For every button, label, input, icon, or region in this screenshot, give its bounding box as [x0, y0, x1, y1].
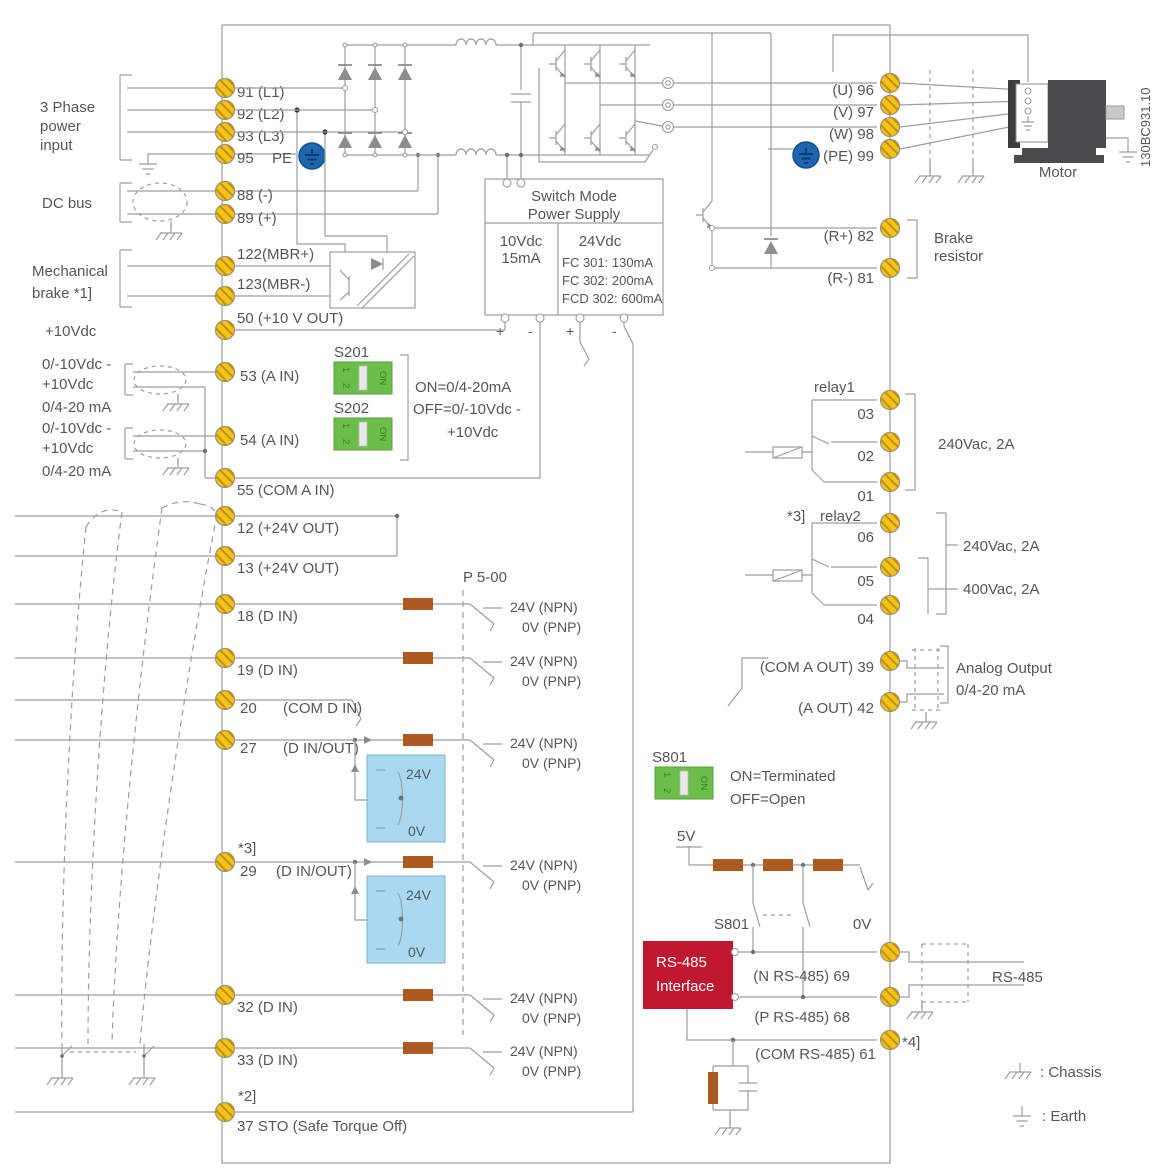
- label-terminal-32: 32 (D IN): [237, 999, 298, 1016]
- dc-inductor-top-icon: [456, 39, 496, 45]
- label-rs485-box-2: Interface: [656, 978, 715, 995]
- label-terminal-18: 18 (D IN): [237, 608, 298, 625]
- terminal-13: [214, 544, 237, 567]
- s201-on: ON: [377, 371, 388, 386]
- label-terminal-04: 04: [857, 611, 874, 628]
- label-27-box-0v: 0V: [408, 823, 426, 839]
- label-29-pnp: 0V (PNP): [522, 877, 582, 893]
- terminal-99: [879, 137, 902, 160]
- label-terminal-39: (COM A OUT) 39: [759, 659, 874, 676]
- label-terminal-93: 93 (L3): [237, 128, 285, 145]
- label-29-box-24v: 24V: [406, 887, 431, 903]
- s801-digit-1: 1: [661, 772, 672, 778]
- chassis-icon: [958, 167, 984, 183]
- label-terminal-02: 02: [857, 448, 874, 465]
- label-27-npn: 24V (NPN): [510, 735, 578, 751]
- inverter-output-nodes: [663, 78, 674, 133]
- label-note4: *4]: [902, 1034, 921, 1051]
- label-terminal-29-name: (D IN/OUT): [276, 863, 352, 880]
- label-33-npn: 24V (NPN): [510, 1043, 578, 1059]
- label-note2: *2]: [238, 1088, 257, 1105]
- relay2: [745, 508, 1039, 628]
- chassis-icon: [129, 1069, 155, 1085]
- terminal-06: [879, 511, 902, 534]
- label-terminal-20: 20: [240, 700, 257, 717]
- rs485-section: [643, 749, 1043, 1135]
- label-smps-pin-plus1: +: [496, 323, 505, 339]
- label-29-box-0v: 0V: [408, 944, 426, 960]
- terminal-20: [214, 688, 237, 711]
- label-smps-title-1: Switch Mode: [531, 188, 617, 205]
- label-rs485-box-1: RS-485: [656, 954, 707, 971]
- chassis-icon: [163, 395, 189, 411]
- terminal-93: [214, 120, 237, 143]
- dc-link-capacitor: [505, 43, 531, 179]
- label-ain54-range-2: +10Vdc: [42, 440, 94, 457]
- label-terminal-33: 33 (D IN): [237, 1052, 298, 1069]
- terminal-122: [214, 254, 237, 277]
- label-smps-15ma: 15mA: [501, 250, 541, 267]
- label-0v: 0V: [853, 916, 872, 933]
- motor-output: [768, 35, 1153, 183]
- label-ain53-range-3: 0/4-20 mA: [42, 399, 112, 416]
- terminal-19: [214, 646, 237, 669]
- label-27-box-24v: 24V: [406, 766, 431, 782]
- legend: [1005, 1063, 1102, 1126]
- label-terminal-98: (W) 98: [829, 126, 874, 143]
- digital-io-27-mode-box: [367, 755, 445, 842]
- label-3phase-3: input: [40, 137, 73, 154]
- rs485-interface-box: [643, 941, 733, 1009]
- label-ain53-range-1: 0/-10Vdc -: [42, 356, 112, 373]
- label-terminal-96: (U) 96: [832, 82, 874, 99]
- label-terminal-54: 54 (A IN): [240, 432, 300, 449]
- label-ain53-range-2: +10Vdc: [42, 376, 94, 393]
- label-legend-chassis: : Chassis: [1040, 1064, 1102, 1081]
- label-smps-fc302: FC 302: 200mA: [562, 273, 654, 288]
- label-ain54-range-1: 0/-10Vdc -: [42, 420, 112, 437]
- label-27-pnp: 0V (PNP): [522, 755, 582, 771]
- label-motor: Motor: [1038, 164, 1078, 181]
- label-29-npn: 24V (NPN): [510, 857, 578, 873]
- motor: [1008, 80, 1124, 181]
- label-terminal-92: 92 (L2): [237, 106, 285, 123]
- s801-on: ON: [698, 776, 709, 791]
- label-analog-output-1: Analog Output: [956, 660, 1052, 677]
- terminal-50: [214, 318, 237, 341]
- label-terminal-53: 53 (A IN): [240, 368, 300, 385]
- terminal-123: [214, 284, 237, 307]
- label-brake-resistor-1: Brake: [934, 230, 974, 247]
- pe-earth-icon-left: [299, 143, 325, 169]
- label-terminal-99: (PE) 99: [823, 148, 874, 165]
- label-terminal-122: 122(MBR+): [237, 246, 315, 263]
- label-terminal-37: 37 STO (Safe Torque Off): [237, 1118, 408, 1135]
- label-doc-code: 130BC931.10: [1138, 87, 1153, 167]
- label-terminal-50: 50 (+10 V OUT): [237, 310, 344, 327]
- label-terminal-13: 13 (+24V OUT): [237, 560, 340, 577]
- label-terminal-19: 19 (D IN): [237, 662, 298, 679]
- chassis-icon: [907, 1003, 933, 1019]
- label-terminal-61: (COM RS-485) 61: [755, 1046, 876, 1063]
- label-3phase-2: power: [40, 118, 81, 135]
- digital-inputs: [15, 569, 633, 1135]
- dc-inductor-bottom-icon: [456, 149, 496, 155]
- terminal-37: [214, 1100, 237, 1123]
- label-dc-bus: DC bus: [42, 195, 93, 212]
- label-terminal-12: 12 (+24V OUT): [237, 520, 340, 537]
- label-terminal-88: 88 (-): [237, 187, 273, 204]
- label-relay2-rating-240: 240Vac, 2A: [963, 538, 1040, 555]
- label-mech-brake-1: Mechanical: [32, 263, 108, 280]
- label-32-pnp: 0V (PNP): [522, 1010, 582, 1026]
- label-plus10vdc: +10Vdc: [45, 323, 97, 340]
- label-terminal-27: 27: [240, 740, 257, 757]
- label-s202: S202: [334, 400, 370, 417]
- terminal-98: [879, 115, 902, 138]
- terminal-05: [879, 555, 902, 578]
- terminal-01: [879, 470, 902, 493]
- earth-legend-icon: [1013, 1106, 1031, 1126]
- label-terminal-82: (R+) 82: [823, 228, 874, 245]
- label-terminal-01: 01: [857, 488, 874, 505]
- label-relay2-rating-400: 400Vac, 2A: [963, 581, 1040, 598]
- label-mech-brake-2: brake *1]: [32, 285, 93, 302]
- label-18-pnp: 0V (PNP): [522, 619, 582, 635]
- terminal-68: [879, 985, 902, 1008]
- label-terminal-03: 03: [857, 406, 874, 423]
- label-ain-switch-off-2: +10Vdc: [447, 424, 499, 441]
- chassis-icon: [915, 167, 941, 183]
- brake-resistor: [824, 216, 984, 287]
- three-phase-input: [40, 75, 325, 174]
- label-terminal-20-name: (COM D IN): [283, 700, 363, 717]
- terminal-29: [214, 850, 237, 873]
- label-33-pnp: 0V (PNP): [522, 1063, 582, 1079]
- s201-digit-1: 1: [340, 367, 351, 373]
- terminal-54: [214, 424, 237, 447]
- label-terminal-06: 06: [857, 529, 874, 546]
- label-terminal-69: (N RS-485) 69: [753, 968, 850, 985]
- label-terminal-68: (P RS-485) 68: [754, 1009, 850, 1026]
- relay1: [745, 379, 1014, 505]
- label-32-npn: 24V (NPN): [510, 990, 578, 1006]
- plus24v-outputs: [15, 504, 399, 577]
- terminal-53: [214, 360, 237, 383]
- terminal-61: [879, 1028, 902, 1051]
- label-terminal-55: 55 (COM A IN): [237, 482, 335, 499]
- digital-io-29-mode-box: [367, 876, 445, 963]
- label-terminal-29: 29: [240, 863, 257, 880]
- label-smps-24vdc: 24Vdc: [578, 233, 622, 250]
- chassis-icon: [163, 459, 189, 475]
- control-cable-shield: [47, 502, 217, 1085]
- label-legend-earth: : Earth: [1042, 1108, 1087, 1125]
- inverter: [539, 45, 877, 162]
- s202-digit-1: 1: [340, 423, 351, 429]
- terminal-02: [879, 430, 902, 453]
- label-p500: P 5-00: [463, 569, 507, 586]
- label-ain-switch-on: ON=0/4-20mA: [415, 379, 512, 396]
- chassis-legend-icon: [1005, 1063, 1031, 1079]
- terminal-27: [214, 728, 237, 751]
- chassis-icon: [911, 713, 937, 729]
- analog-dip-switches: [334, 344, 521, 460]
- terminal-69: [879, 940, 902, 963]
- earth-icon: [1119, 142, 1137, 162]
- label-18-npn: 24V (NPN): [510, 599, 578, 615]
- label-analog-output-2: 0/4-20 mA: [956, 682, 1026, 699]
- label-terminal-42: (A OUT) 42: [798, 700, 874, 717]
- label-ain-switch-off-1: OFF=0/-10Vdc -: [413, 401, 521, 418]
- label-terminal-95: 95: [237, 150, 254, 167]
- label-smps-title-2: Power Supply: [527, 206, 621, 223]
- label-terminal-91: 91 (L1): [237, 84, 285, 101]
- terminal-39: [879, 649, 902, 672]
- terminal-32: [214, 983, 237, 1006]
- s202-on: ON: [377, 427, 388, 442]
- terminal-18: [214, 592, 237, 615]
- terminal-91: [214, 76, 237, 99]
- terminal-03: [879, 388, 902, 411]
- chassis-icon: [47, 1069, 73, 1085]
- label-19-pnp: 0V (PNP): [522, 673, 582, 689]
- terminal-55: [214, 466, 237, 489]
- label-terminal-27-name: (D IN/OUT): [283, 740, 359, 757]
- chassis-icon: [715, 1119, 741, 1135]
- label-s801-switch: S801: [714, 916, 750, 933]
- label-terminal-81: (R-) 81: [827, 270, 874, 287]
- label-s201: S201: [334, 344, 370, 361]
- terminal-92: [214, 98, 237, 121]
- terminal-95: [214, 142, 237, 165]
- label-rs485-external: RS-485: [992, 969, 1043, 986]
- label-19-npn: 24V (NPN): [510, 653, 578, 669]
- label-brake-resistor-2: resistor: [934, 248, 984, 265]
- label-relay2: relay2: [820, 508, 861, 525]
- terminal-33: [214, 1036, 237, 1059]
- label-5v: 5V: [677, 828, 696, 845]
- label-smps-pin-minus2: -: [612, 323, 617, 339]
- label-note3-relay2: *3]: [787, 508, 806, 525]
- label-3phase-1: 3 Phase: [40, 99, 96, 116]
- terminal-89: [214, 202, 237, 225]
- s201-digit-2: 2: [340, 383, 351, 389]
- s801-digit-2: 2: [661, 788, 672, 794]
- label-smps-fcd302: FCD 302: 600mA: [562, 291, 663, 306]
- s202-digit-2: 2: [340, 439, 351, 445]
- label-terminal-97: (V) 97: [833, 104, 874, 121]
- label-terminal-123: 123(MBR-): [237, 276, 311, 293]
- label-ain54-range-3: 0/4-20 mA: [42, 463, 112, 480]
- pe-earth-icon-right: [793, 142, 819, 168]
- label-smps-pin-minus1: -: [528, 323, 533, 339]
- terminal-81: [879, 256, 902, 279]
- label-s801-off: OFF=Open: [730, 791, 806, 808]
- terminal-97: [879, 93, 902, 116]
- earth-icon: [139, 154, 157, 174]
- terminal-82: [879, 216, 902, 239]
- label-terminal-89: 89 (+): [237, 210, 277, 227]
- terminal-42: [879, 690, 902, 713]
- terminal-88: [214, 179, 237, 202]
- label-smps-pin-plus2: +: [566, 323, 575, 339]
- label-smps-fc301: FC 301: 130mA: [562, 255, 654, 270]
- label-terminal-05: 05: [857, 573, 874, 590]
- label-s801: S801: [652, 749, 688, 766]
- label-pe-left: PE: [272, 150, 293, 167]
- label-note3-left: *3]: [238, 840, 257, 857]
- label-smps-10vdc: 10Vdc: [499, 233, 543, 250]
- label-s801-on: ON=Terminated: [730, 768, 836, 785]
- label-relay1-rating: 240Vac, 2A: [938, 436, 1015, 453]
- terminal-04: [879, 593, 902, 616]
- terminal-96: [879, 71, 902, 94]
- chassis-icon: [156, 224, 182, 240]
- label-relay1: relay1: [814, 379, 855, 396]
